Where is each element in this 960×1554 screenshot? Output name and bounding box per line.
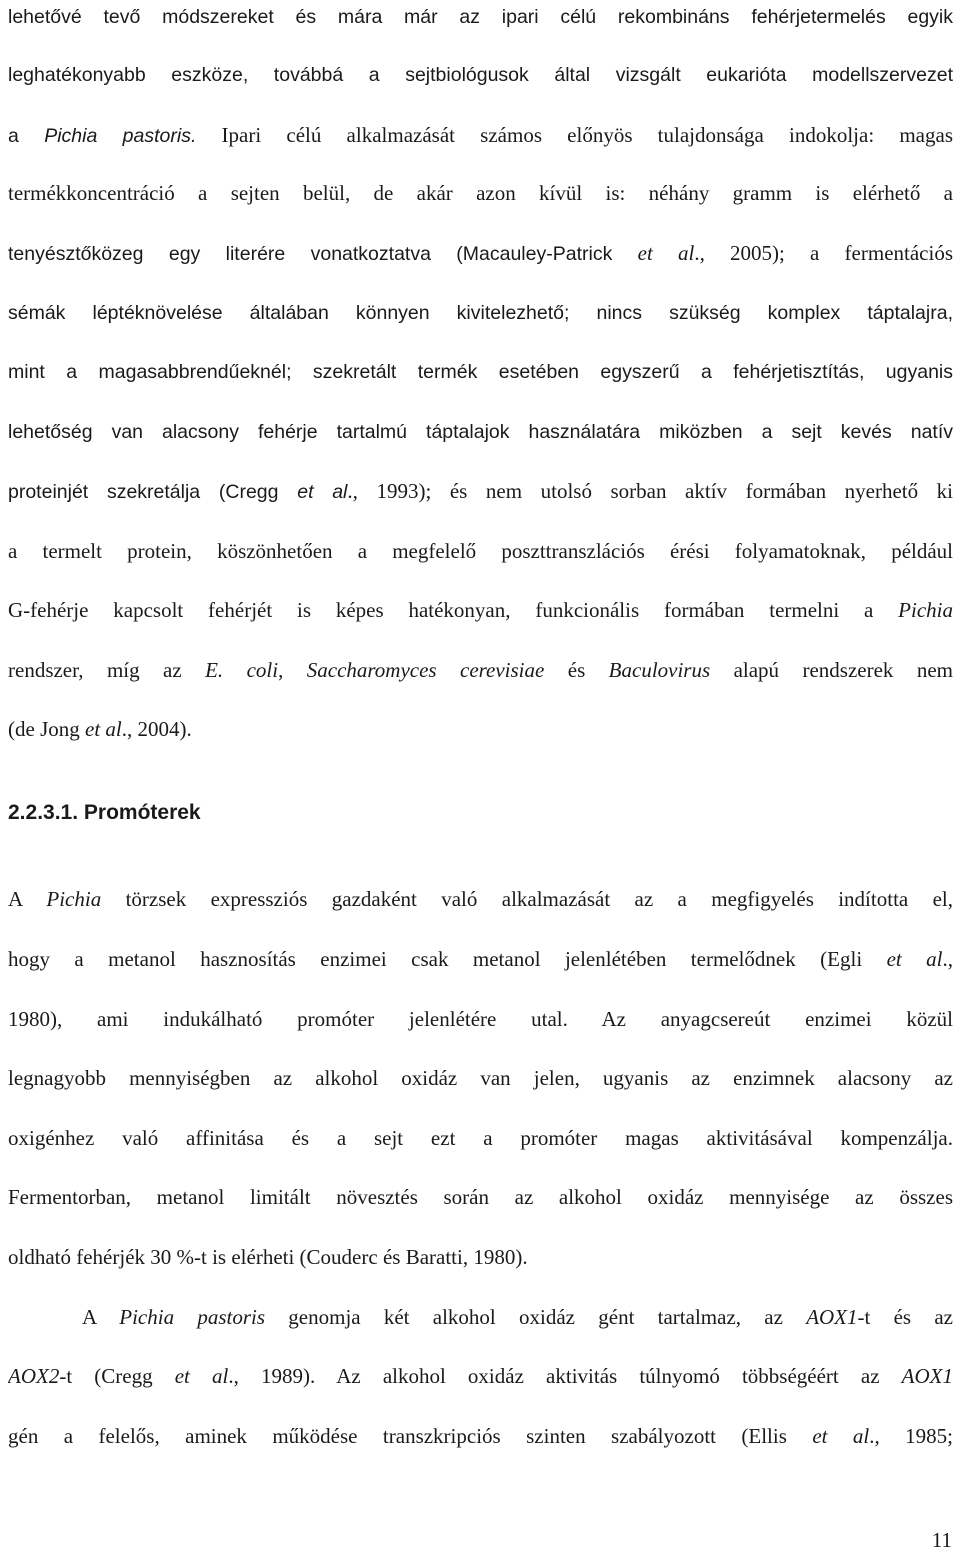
paragraph-line <box>8 1419 953 1453</box>
paragraph-line <box>8 1121 953 1155</box>
paragraph-line <box>8 1240 953 1274</box>
species-name: Baculovirus <box>608 658 711 682</box>
species-name: Pichia <box>46 887 102 911</box>
section-heading: 2.2.3.1. Promóterek <box>8 801 201 824</box>
gene-name: AOX1 <box>901 1364 953 1388</box>
text-run: G-fehérje kapcsolt fehérjét is képes hatékonyan, funkcionális formában termelni a <box>8 598 899 622</box>
paragraph-line <box>8 1002 953 1036</box>
text-run: alapú rendszerek nem <box>710 658 953 682</box>
text-run: , <box>278 658 307 682</box>
text-run: ., 2004). <box>121 717 192 741</box>
text-run: Ipari célú alkalmazását számos előnyös tulajdonsága indokolja: magas <box>196 123 953 147</box>
paragraph-line <box>8 355 953 389</box>
text-run: törzsek expressziós gazdaként való alkalmazását az a megfigyelés indította el, <box>101 887 953 911</box>
species-name: Saccharomyces cerevisiae <box>306 658 545 682</box>
text-run: -t (Cregg <box>59 1364 175 1388</box>
text-run: lehetőség van alacsony fehérje tartalmú táptalajok használatára miközben a sejt kevés natív <box>8 421 953 443</box>
text-run: hogy a metanol hasznosítás enzimei csak metanol jelenlétében termelődnek (Egli <box>8 947 887 971</box>
paragraph-line <box>8 653 953 687</box>
paragraph-line <box>8 534 953 568</box>
paragraph-line <box>8 593 953 627</box>
text-run: proteinjét szekretálja (Cregg <box>8 481 298 503</box>
text-run: oldható fehérjék 30 %-t is elérheti (Couderc és Baratti, 1980). <box>8 1245 528 1269</box>
text-run: 1980), ami indukálható promóter jelenlétére utal. Az anyagcsereút enzimei közül <box>8 1007 953 1031</box>
text-run: termékkoncentráció a sejten belül, de akár azon kívül is: néhány gramm is elérhető a <box>8 181 953 205</box>
paragraph-line <box>8 296 953 330</box>
citation-etal: et al <box>637 241 695 265</box>
paragraph-line <box>8 1061 953 1095</box>
paragraph-line <box>8 1180 953 1214</box>
paragraph-line <box>8 58 953 92</box>
species-name: Pichia <box>898 598 953 622</box>
paragraph-line <box>8 1359 953 1393</box>
gene-name: AOX2 <box>8 1364 60 1388</box>
gene-name: AOX1 <box>806 1305 858 1329</box>
text-run: ., <box>942 947 953 971</box>
text-run: lehetővé tevő módszereket és mára már az ipari célú rekombináns fehérjetermelés egyik <box>8 6 953 28</box>
text-run: tenyésztőközeg egy literére vonatkoztatva (Macauley-Patrick <box>8 243 638 265</box>
text-run: a <box>8 125 45 147</box>
text-run: rendszer, míg az <box>8 658 206 682</box>
paragraph-line <box>8 0 953 34</box>
paragraph-line <box>8 712 953 746</box>
page-number: 11 <box>931 1528 952 1552</box>
citation-etal: et al <box>297 481 348 503</box>
text-run: leghatékonyabb eszköze, továbbá a sejtbiológusok által vizsgált eukarióta modellszervezet <box>8 64 953 86</box>
text-run: legnagyobb mennyiségben az alkohol oxidáz van jelen, ugyanis az enzimnek alacsony az <box>8 1066 953 1090</box>
text-run: gén a felelős, aminek működése transzkripciós szinten szabályozott (Ellis <box>8 1424 813 1448</box>
text-run: mint a magasabbrendűeknél; szekretált termék esetében egyszerű a fehérjetisztítás, ugyanis <box>8 361 953 383</box>
text-run: A <box>8 887 47 911</box>
citation-etal: et al <box>174 1364 229 1388</box>
text-run: genomja két alkohol oxidáz gént tartalmaz, az <box>265 1305 807 1329</box>
text-run: ., 1989). Az alkohol oxidáz aktivitás túlnyomó többségéért az <box>228 1364 902 1388</box>
paragraph-line <box>8 415 953 449</box>
text-run: Fermentorban, metanol limitált növesztés során az alkohol oxidáz mennyisége az összes <box>8 1185 953 1209</box>
text-run: ., 2005); a fermentációs <box>694 241 953 265</box>
paragraph-line <box>8 236 953 270</box>
text-run: ., 1993); és nem utolsó sorban aktív formában nyerhető ki <box>347 479 953 503</box>
species-name: Pichia pastoris. <box>44 125 197 147</box>
text-run: (de Jong <box>8 717 85 741</box>
paragraph-line <box>8 942 953 976</box>
paragraph-line <box>8 474 953 508</box>
text-run: sémák léptéknövelése általában könnyen kivitelezhető; nincs szükség komplex táptalajra, <box>8 302 953 324</box>
paragraph-line <box>8 882 953 916</box>
paragraph-line <box>82 1300 953 1334</box>
species-name: Pichia pastoris <box>119 1305 266 1329</box>
paragraph-line <box>8 176 953 210</box>
text-run: és <box>544 658 609 682</box>
text-run: a termelt protein, köszönhetően a megfelelő poszttranszlációs érési folyamatoknak, például <box>8 539 953 563</box>
species-name: E. coli <box>205 658 279 682</box>
text-run: ., 1985; <box>869 1424 953 1448</box>
citation-etal: et al <box>812 1424 870 1448</box>
paragraph-line <box>8 118 953 152</box>
text-run: oxigénhez való affinitása és a sejt ezt a promóter magas aktivitásával kompenzálja. <box>8 1126 953 1150</box>
citation-etal: et al <box>886 947 943 971</box>
citation-etal: et al <box>85 717 122 741</box>
text-run: -t és az <box>857 1305 953 1329</box>
text-run: A <box>82 1305 120 1329</box>
